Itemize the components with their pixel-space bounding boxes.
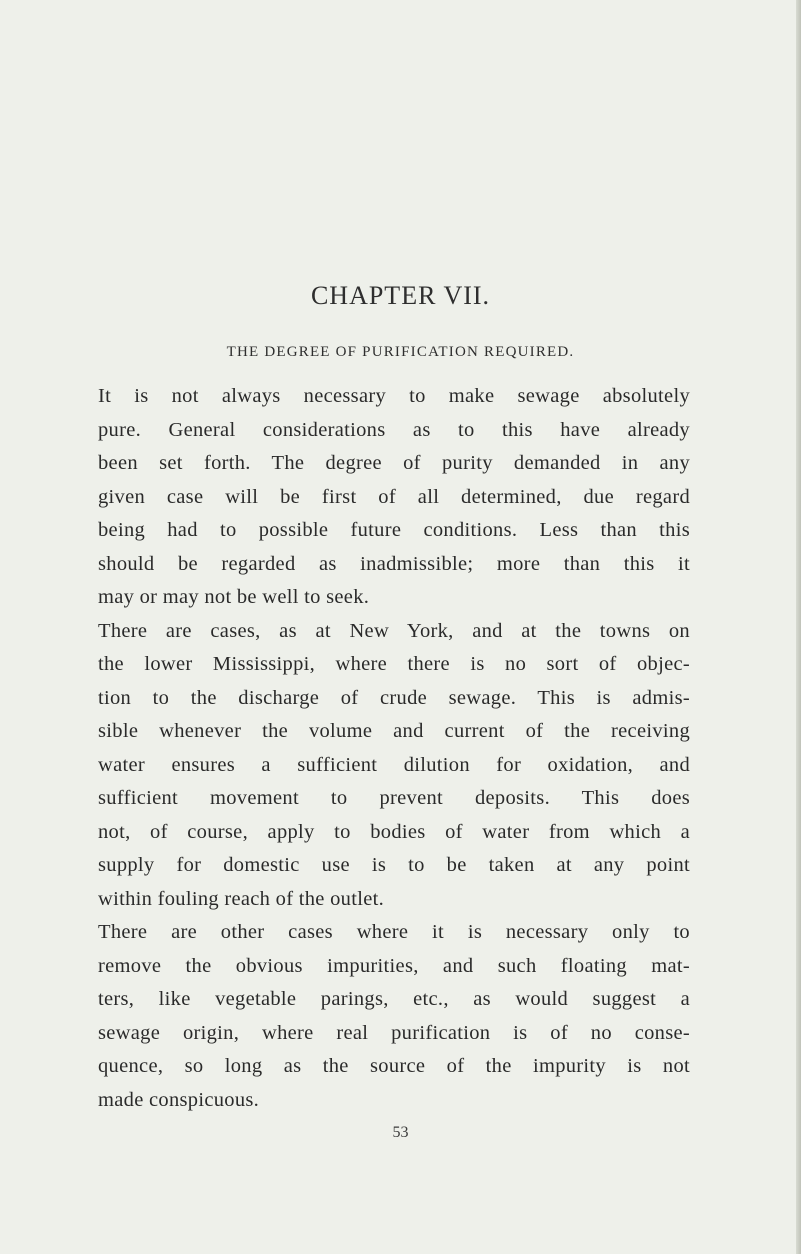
text-line: tion to the discharge of crude sewage. This is admis-	[98, 686, 690, 709]
body-text	[98, 380, 690, 1117]
text-line: given case will be first of all determined, due regard	[98, 485, 690, 508]
text-line: within fouling reach of the outlet.	[98, 887, 385, 910]
text-line: There are other cases where it is necessary only to	[98, 921, 690, 943]
text-line: should be regarded as inadmissible; more than this it	[98, 552, 690, 575]
text-line: There are cases, as at New York, and at the towns on	[98, 619, 690, 642]
text-line: being had to possible future conditions. Less than this	[98, 519, 690, 541]
text-line: been set forth. The degree of purity demanded in any	[98, 452, 690, 474]
text-line: It is not always necessary to make sewage absolutely	[98, 385, 690, 407]
text-line: ters, like vegetable parings, etc., as would suggest a	[98, 988, 690, 1010]
section-heading: THE DEGREE OF PURIFICATION REQUIRED.	[226, 344, 575, 360]
text-line: the lower Mississippi, where there is no sort of objec-	[98, 653, 690, 675]
text-line: sufficient movement to prevent deposits. This does	[98, 787, 690, 809]
page-number: 53	[392, 1124, 409, 1141]
text-line: supply for domestic use is to be taken at any point	[98, 854, 690, 876]
text-line: sible whenever the volume and current of the receiving	[98, 720, 690, 742]
text-line: remove the obvious impurities, and such floating mat-	[98, 954, 690, 977]
page-edge	[796, 0, 801, 1254]
text-line: pure. General considerations as to this have already	[98, 418, 690, 441]
chapter-heading: CHAPTER VII.	[310, 281, 491, 310]
text-line: may or may not be well to seek.	[98, 586, 370, 608]
text-line: water ensures a sufficient dilution for oxidation, and	[98, 753, 690, 776]
text-line: quence, so long as the source of the impurity is not	[98, 1055, 690, 1077]
text-line: made conspicuous.	[98, 1088, 260, 1111]
text-line: not, of course, apply to bodies of water from which a	[98, 820, 690, 843]
text-line: sewage origin, where real purification is of no conse-	[98, 1021, 690, 1044]
